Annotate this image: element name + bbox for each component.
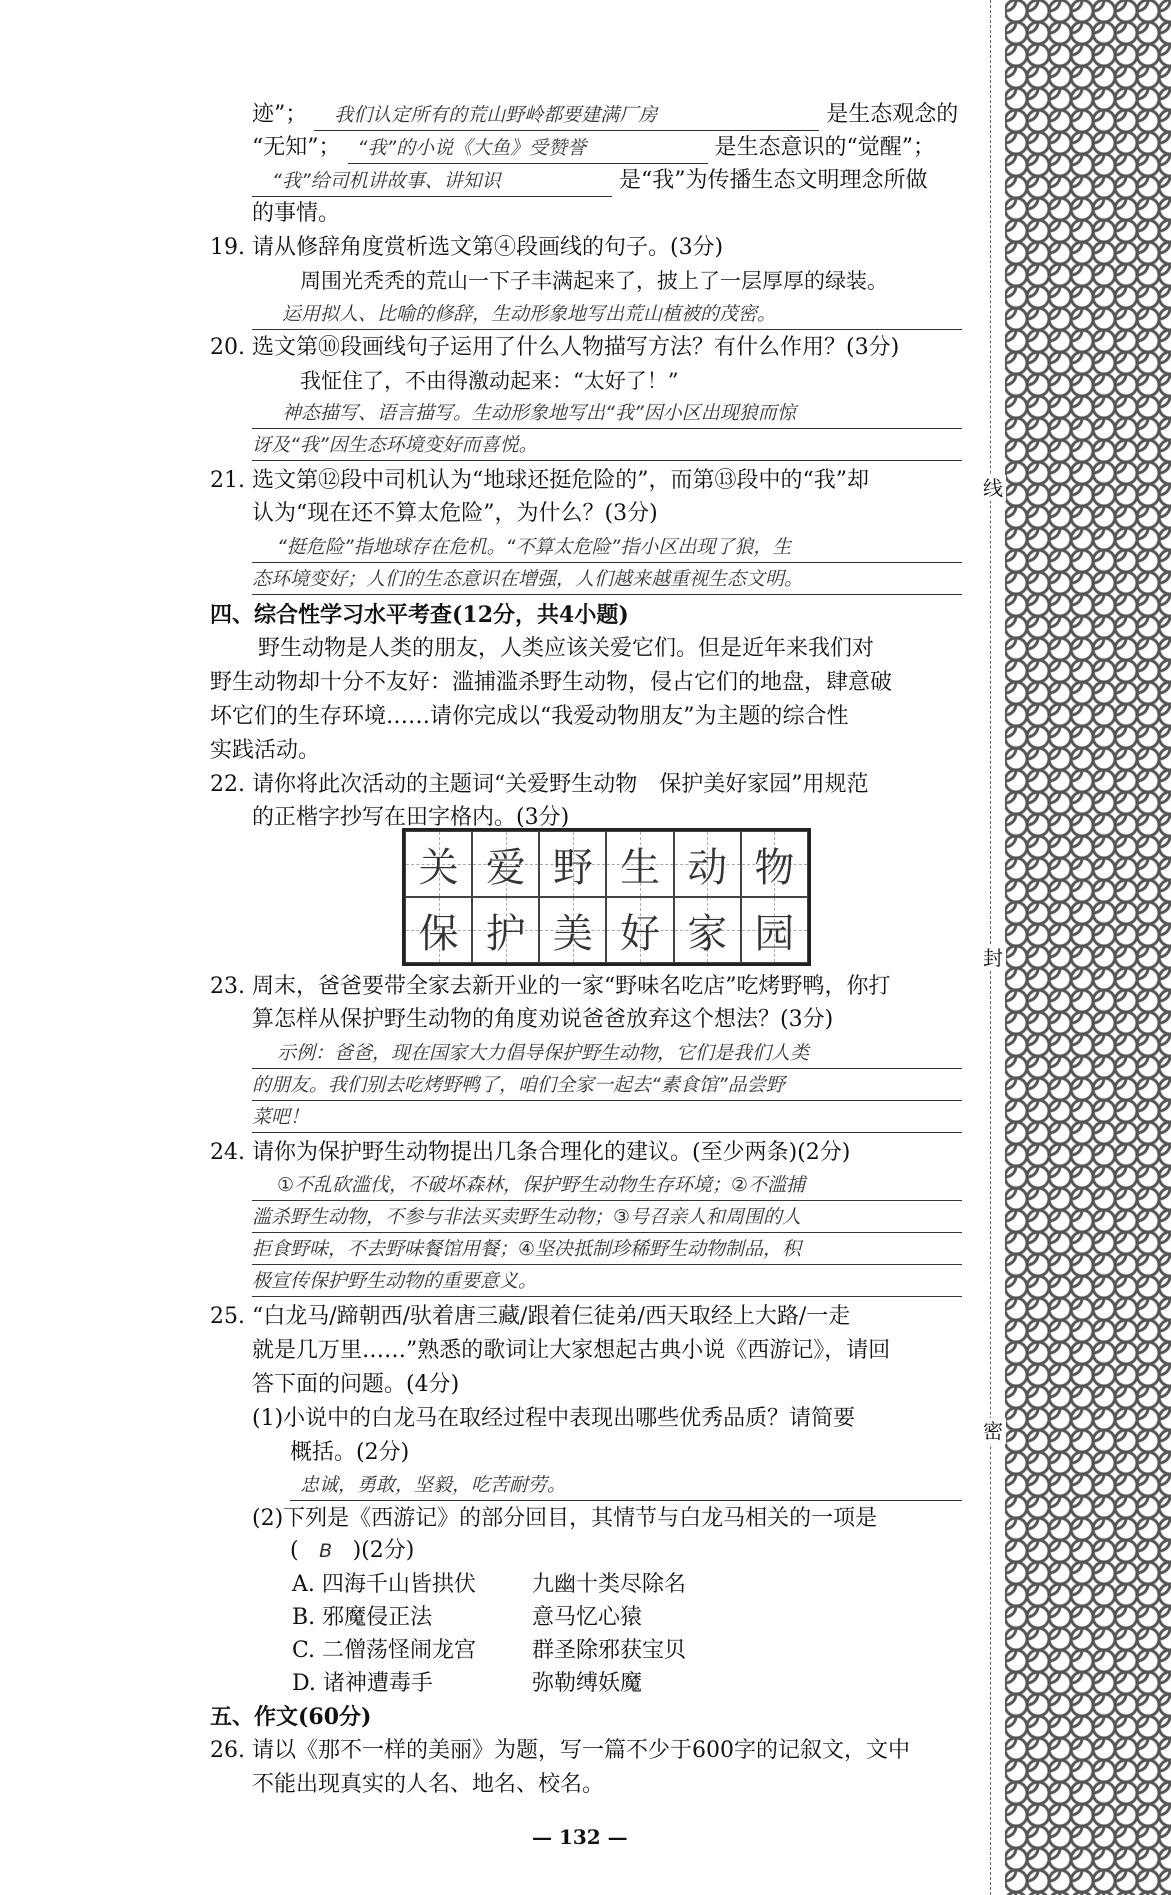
q24-answer-line-2: 滥杀野生动物，不参与非法买卖野生动物；③号召亲人和周围的人 — [252, 1202, 962, 1233]
q19-question: 19. 请从修辞角度赏析选文第④段画线的句子。(3分) — [210, 235, 724, 260]
q21-answer-line-1: “挺危险”指地球存在危机。“不算太危险”指小区出现了狼，生 — [252, 532, 962, 563]
q23-answer-line-3: 菜吧！ — [252, 1102, 962, 1133]
q25-sub1-answer: 忠诚，勇敢，坚毅，吃苦耐劳。 — [290, 1470, 962, 1501]
section-5-title: 五、作文(60分) — [210, 1704, 372, 1730]
grid-cell: 生 — [606, 831, 673, 897]
binding-mark-seal: 封 — [980, 945, 1006, 971]
q24-answer-line-3: 拒食野味，不去野味餐馆用餐；④坚决抵制珍稀野生动物制品，积 — [252, 1234, 962, 1265]
q23-answer-line-1: 示例：爸爸，现在国家大力倡导保护野生动物，它们是我们人类 — [252, 1038, 962, 1069]
option-d-left: D. 诸神遭毒手 — [292, 1671, 433, 1696]
q23-question-line-2: 算怎样从保护野生动物的角度劝说爸爸放弃这个想法？(3分) — [252, 1007, 834, 1032]
q25-question-line-2: 就是几万里……”熟悉的歌词让大家想起古典小说《西游记》，请回 — [252, 1338, 891, 1363]
grid-cell: 保 — [405, 897, 472, 963]
q25-sub2-answer: B — [319, 1540, 333, 1562]
q24-answer-line-1: ①不乱砍滥伐，不破坏森林，保护野生动物生存环境；②不滥捕 — [252, 1170, 962, 1201]
q21-question-line-2: 认为“现在还不算太危险”，为什么？(3分) — [252, 501, 658, 526]
grid-cell: 护 — [472, 897, 539, 963]
q21-question-line-1: 21. 选文第⑫段中司机认为“地球还挺危险的”，而第⑬段中的“我”却 — [210, 468, 869, 493]
q24-answer-line-4: 极宣传保护野生动物的重要意义。 — [252, 1266, 962, 1297]
section-4-para-4: 实践活动。 — [210, 738, 321, 763]
page-number: — 132 — — [532, 1825, 628, 1849]
q18-answer-2: “我”的小说《大鱼》受赞誉 — [348, 133, 708, 164]
q22-question-line-1: 22. 请你将此次活动的主题词“关爱野生动物 保护美好家园”用规范 — [210, 772, 869, 797]
grid-cell: 物 — [741, 831, 808, 897]
q20-answer-line-2: 讶及“我”因生态环境变好而喜悦。 — [252, 430, 962, 461]
q23-answer-line-2: 的朋友。我们别去吃烤野鸭了，咱们全家一起去“素食馆”品尝野 — [252, 1070, 962, 1101]
grid-cell: 家 — [674, 897, 741, 963]
q18-answer-3: “我”给司机讲故事、讲知识 — [252, 166, 612, 197]
q25-sub1-line-2: 概括。(2分) — [290, 1440, 410, 1465]
option-a-right: 九幽十类尽除名 — [532, 1572, 687, 1597]
q26-question-line-1: 26. 请以《那不一样的美丽》为题，写一篇不少于600字的记叙文，文中 — [210, 1738, 910, 1763]
binding-mark-line: 线 — [980, 475, 1006, 501]
q20-quote: 我怔住了，不由得激动起来：“太好了！” — [300, 369, 679, 393]
q25-question-line-1: 25. “白龙马/蹄朝西/驮着唐三藏/跟着仨徒弟/西天取经上大路/一走 — [210, 1304, 851, 1329]
option-b-right: 意马忆心猿 — [532, 1605, 643, 1630]
tianzige-grid — [402, 828, 811, 966]
q18-answer-1: 我们认定所有的荒山野岭都要建满厂房 — [314, 100, 819, 131]
option-b-left: B. 邪魔侵正法 — [292, 1605, 433, 1630]
section-4-para-3: 坏它们的生存环境……请你完成以“我爱动物朋友”为主题的综合性 — [210, 704, 849, 729]
grid-cell: 爱 — [472, 831, 539, 897]
grid-cell: 园 — [741, 897, 808, 963]
grid-cell: 动 — [674, 831, 741, 897]
q18-line-4: 的事情。 — [252, 201, 341, 226]
grid-cell: 好 — [606, 897, 673, 963]
q18-line-1: 迹”； 我们认定所有的荒山野岭都要建满厂房 是生态观念的 — [252, 100, 958, 131]
option-c-right: 群圣除邪获宝贝 — [532, 1638, 687, 1663]
grid-cell: 关 — [405, 831, 472, 897]
q26-question-line-2: 不能出现真实的人名、地名、校名。 — [252, 1772, 605, 1797]
option-a-left: A. 四海千山皆拱伏 — [292, 1572, 476, 1597]
q19-answer: 运用拟人、比喻的修辞，生动形象地写出荒山植被的茂密。 — [252, 299, 962, 330]
q21-answer-line-2: 态环境变好；人们的生态意识在增强，人们越来越重视生态文明。 — [252, 564, 962, 595]
grid-cell: 野 — [539, 831, 606, 897]
q25-question-line-3: 答下面的问题。(4分) — [252, 1372, 460, 1397]
q19-quote: 周围光秃秃的荒山一下子丰满起来了，披上了一层厚厚的绿装。 — [300, 269, 888, 293]
section-4-para-1: 野生动物是人类的朋友，人类应该关爱它们。但是近年来我们对 — [258, 636, 875, 661]
grid-cell: 美 — [539, 897, 606, 963]
option-c-left: C. 二僧荡怪闹龙宫 — [292, 1638, 477, 1663]
q25-sub2-line-1: (2)下列是《西游记》的部分回目，其情节与白龙马相关的一项是 — [252, 1506, 878, 1531]
decorative-pattern-strip — [1005, 0, 1171, 1895]
q23-question-line-1: 23. 周末，爸爸要带全家去新开业的一家“野味名吃店”吃烤野鸭，你打 — [210, 974, 891, 999]
q18-line-2: “无知”； “我”的小说《大鱼》受赞誉 是生态意识的“觉醒”； — [252, 133, 935, 164]
option-d-right: 弥勒缚妖魔 — [532, 1671, 643, 1696]
section-4-title: 四、综合性学习水平考查(12分，共4小题) — [210, 602, 629, 628]
q25-sub2-line-2: ( B )(2分) — [290, 1536, 414, 1566]
q20-question: 20. 选文第⑩段画线句子运用了什么人物描写方法？有什么作用？(3分) — [210, 335, 900, 360]
binding-mark-secret: 密 — [980, 1418, 1006, 1444]
q25-sub1-line-1: (1)小说中的白龙马在取经过程中表现出哪些优秀品质？请简要 — [252, 1406, 856, 1431]
q24-question: 24. 请你为保护野生动物提出几条合理化的建议。(至少两条)(2分) — [210, 1140, 851, 1165]
q18-line-3: “我”给司机讲故事、讲知识 是“我”为传播生态文明理念所做 — [252, 166, 928, 197]
q22-question-line-2: 的正楷字抄写在田字格内。(3分) — [252, 805, 570, 830]
q20-answer-line-1: 神态描写、语言描写。生动形象地写出“我”因小区出现狼而惊 — [252, 398, 962, 429]
section-4-para-2: 野生动物却十分不友好：滥捕滥杀野生动物，侵占它们的地盘，肆意破 — [210, 670, 893, 695]
